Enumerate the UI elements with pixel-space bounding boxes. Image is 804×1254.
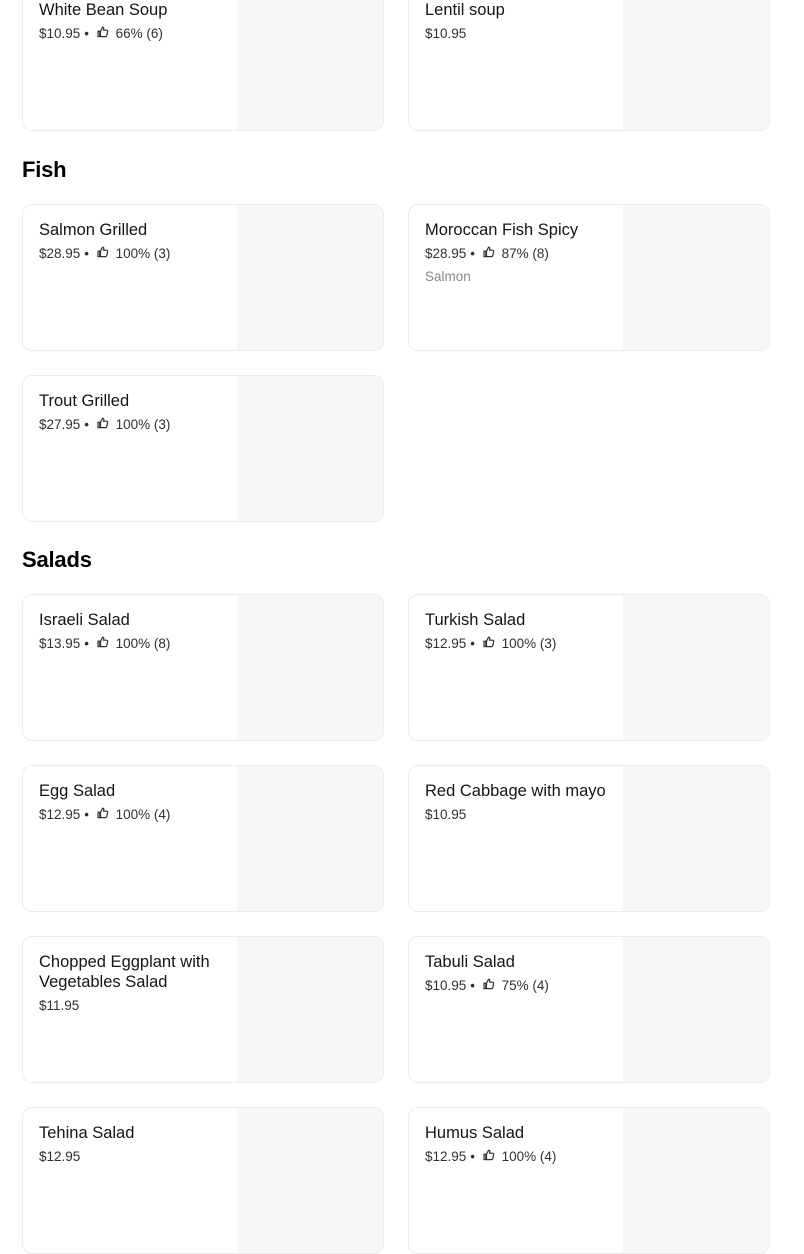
menu-item-rating-group xyxy=(80,25,163,43)
menu-item-image xyxy=(237,595,383,740)
menu-item-price: $12.95 xyxy=(39,1149,81,1164)
thumbs-up-icon xyxy=(97,636,109,648)
menu-item-rating-group xyxy=(80,806,170,824)
menu-item-info xyxy=(425,1123,613,1166)
thumbs-up-icon xyxy=(97,807,109,819)
menu-item-info xyxy=(39,781,227,824)
meta-separator: • xyxy=(470,246,476,261)
menu-item-card[interactable] xyxy=(408,594,770,741)
menu-item-rating-group xyxy=(80,635,170,653)
menu-item-card[interactable] xyxy=(22,204,384,351)
menu-item-info xyxy=(39,610,227,653)
menu-item-image xyxy=(237,766,383,911)
menu-item-rating: 66% (6) xyxy=(115,26,163,41)
menu-item-price: $10.95 xyxy=(39,26,81,41)
menu-item-image xyxy=(237,205,383,350)
menu-item-info xyxy=(39,0,227,43)
menu-item-name: Chopped Eggplant with Vegetables Salad xyxy=(39,953,210,991)
meta-separator: • xyxy=(84,807,90,822)
menu-item-info xyxy=(425,0,613,43)
menu-item-rating: 100% (4) xyxy=(115,807,171,822)
menu-item-card[interactable] xyxy=(408,765,770,912)
menu-item-meta xyxy=(425,25,613,43)
menu-item-card[interactable] xyxy=(22,594,384,741)
menu-item-meta xyxy=(39,997,227,1015)
menu-item-meta xyxy=(425,245,613,263)
menu-item-name: Egg Salad xyxy=(39,782,116,800)
menu-item-info xyxy=(39,220,227,263)
menu-item-meta xyxy=(39,635,227,653)
thumbs-up-icon xyxy=(483,636,495,648)
menu-item-image xyxy=(623,766,769,911)
menu-item-meta xyxy=(39,1148,227,1166)
thumbs-up-icon xyxy=(483,1149,495,1161)
menu-item-info xyxy=(39,1123,227,1166)
menu-item-card[interactable] xyxy=(22,936,384,1083)
section-title-fish: Fish xyxy=(22,157,67,182)
menu-item-info xyxy=(425,952,613,995)
menu-item-image xyxy=(237,376,383,521)
menu-item-rating-group xyxy=(466,635,556,653)
menu-item-name: Salmon Grilled xyxy=(39,221,148,239)
menu-item-card[interactable] xyxy=(408,936,770,1083)
menu-item-meta xyxy=(425,635,613,653)
menu-item-rating: 100% (4) xyxy=(501,1149,557,1164)
menu-item-card[interactable] xyxy=(22,765,384,912)
menu-item-rating-group xyxy=(80,416,170,434)
menu-item-rating: 75% (4) xyxy=(501,978,549,993)
menu-item-meta xyxy=(425,977,613,995)
menu-item-price: $28.95 xyxy=(425,246,467,261)
menu-item-price: $10.95 xyxy=(425,807,467,822)
menu-item-rating-group xyxy=(466,1148,556,1166)
menu-item-rating-group xyxy=(466,977,549,995)
thumbs-up-icon xyxy=(97,246,109,258)
thumbs-up-icon xyxy=(97,26,109,38)
menu-item-image xyxy=(623,937,769,1082)
menu-item-name: Humus Salad xyxy=(425,1124,525,1142)
menu-item-image xyxy=(623,0,769,130)
menu-item-rating-group xyxy=(466,245,549,263)
menu-item-price: $11.95 xyxy=(39,998,80,1013)
menu-item-info xyxy=(39,952,227,1015)
menu-item-price: $13.95 xyxy=(39,636,81,651)
meta-separator: • xyxy=(84,246,90,261)
menu-item-price: $12.95 xyxy=(39,807,81,822)
menu-item-name: White Bean Soup xyxy=(39,1,168,19)
menu-item-info xyxy=(425,781,613,824)
meta-separator: • xyxy=(84,417,90,432)
meta-separator: • xyxy=(470,1149,476,1164)
menu-item-rating: 100% (8) xyxy=(115,636,171,651)
menu-item-image xyxy=(237,937,383,1082)
menu-item-meta xyxy=(425,806,613,824)
menu-item-card[interactable] xyxy=(408,204,770,351)
menu-item-rating-group xyxy=(80,245,170,263)
menu-item-name: Israeli Salad xyxy=(39,611,130,629)
menu-item-card[interactable] xyxy=(22,375,384,522)
menu-item-name: Tabuli Salad xyxy=(425,953,515,971)
menu-item-name: Turkish Salad xyxy=(425,611,526,629)
thumbs-up-icon xyxy=(483,978,495,990)
menu-item-price: $27.95 xyxy=(39,417,81,432)
menu-item-image xyxy=(623,595,769,740)
menu-item-info xyxy=(39,391,227,434)
menu-item-rating: 100% (3) xyxy=(115,246,171,261)
thumbs-up-icon xyxy=(483,246,495,258)
menu-item-price: $10.95 xyxy=(425,978,467,993)
menu-item-description: Salmon xyxy=(425,269,471,284)
menu-item-info xyxy=(425,610,613,653)
thumbs-up-icon xyxy=(97,417,109,429)
menu-item-rating: 100% (3) xyxy=(501,636,557,651)
menu-item-name: Tehina Salad xyxy=(39,1124,135,1142)
menu-item-image xyxy=(237,0,383,130)
menu-item-name: Lentil soup xyxy=(425,1,505,19)
menu-item-price: $12.95 xyxy=(425,1149,467,1164)
meta-separator: • xyxy=(84,636,90,651)
meta-separator: • xyxy=(470,636,476,651)
menu-item-image xyxy=(623,205,769,350)
menu-item-name: Red Cabbage with mayo xyxy=(425,782,606,800)
menu-item-price: $28.95 xyxy=(39,246,81,261)
menu-item-rating: 87% (8) xyxy=(501,246,549,261)
menu-item-meta xyxy=(425,1148,613,1166)
menu-item-meta xyxy=(39,25,227,43)
menu-item-name: Trout Grilled xyxy=(39,392,130,410)
meta-separator: • xyxy=(470,978,476,993)
menu-item-name: Moroccan Fish Spicy xyxy=(425,221,579,239)
menu-item-meta xyxy=(39,245,227,263)
menu-item-card[interactable] xyxy=(408,0,770,131)
menu-item-info xyxy=(425,220,613,286)
section-title-salads: Salads xyxy=(22,547,92,572)
meta-separator: • xyxy=(84,26,90,41)
menu-item-meta xyxy=(39,416,227,434)
menu-item-price: $12.95 xyxy=(425,636,467,651)
menu-item-meta xyxy=(39,806,227,824)
menu-item-price: $10.95 xyxy=(425,26,467,41)
menu-item-rating: 100% (3) xyxy=(115,417,171,432)
menu-item-card[interactable] xyxy=(22,0,384,131)
